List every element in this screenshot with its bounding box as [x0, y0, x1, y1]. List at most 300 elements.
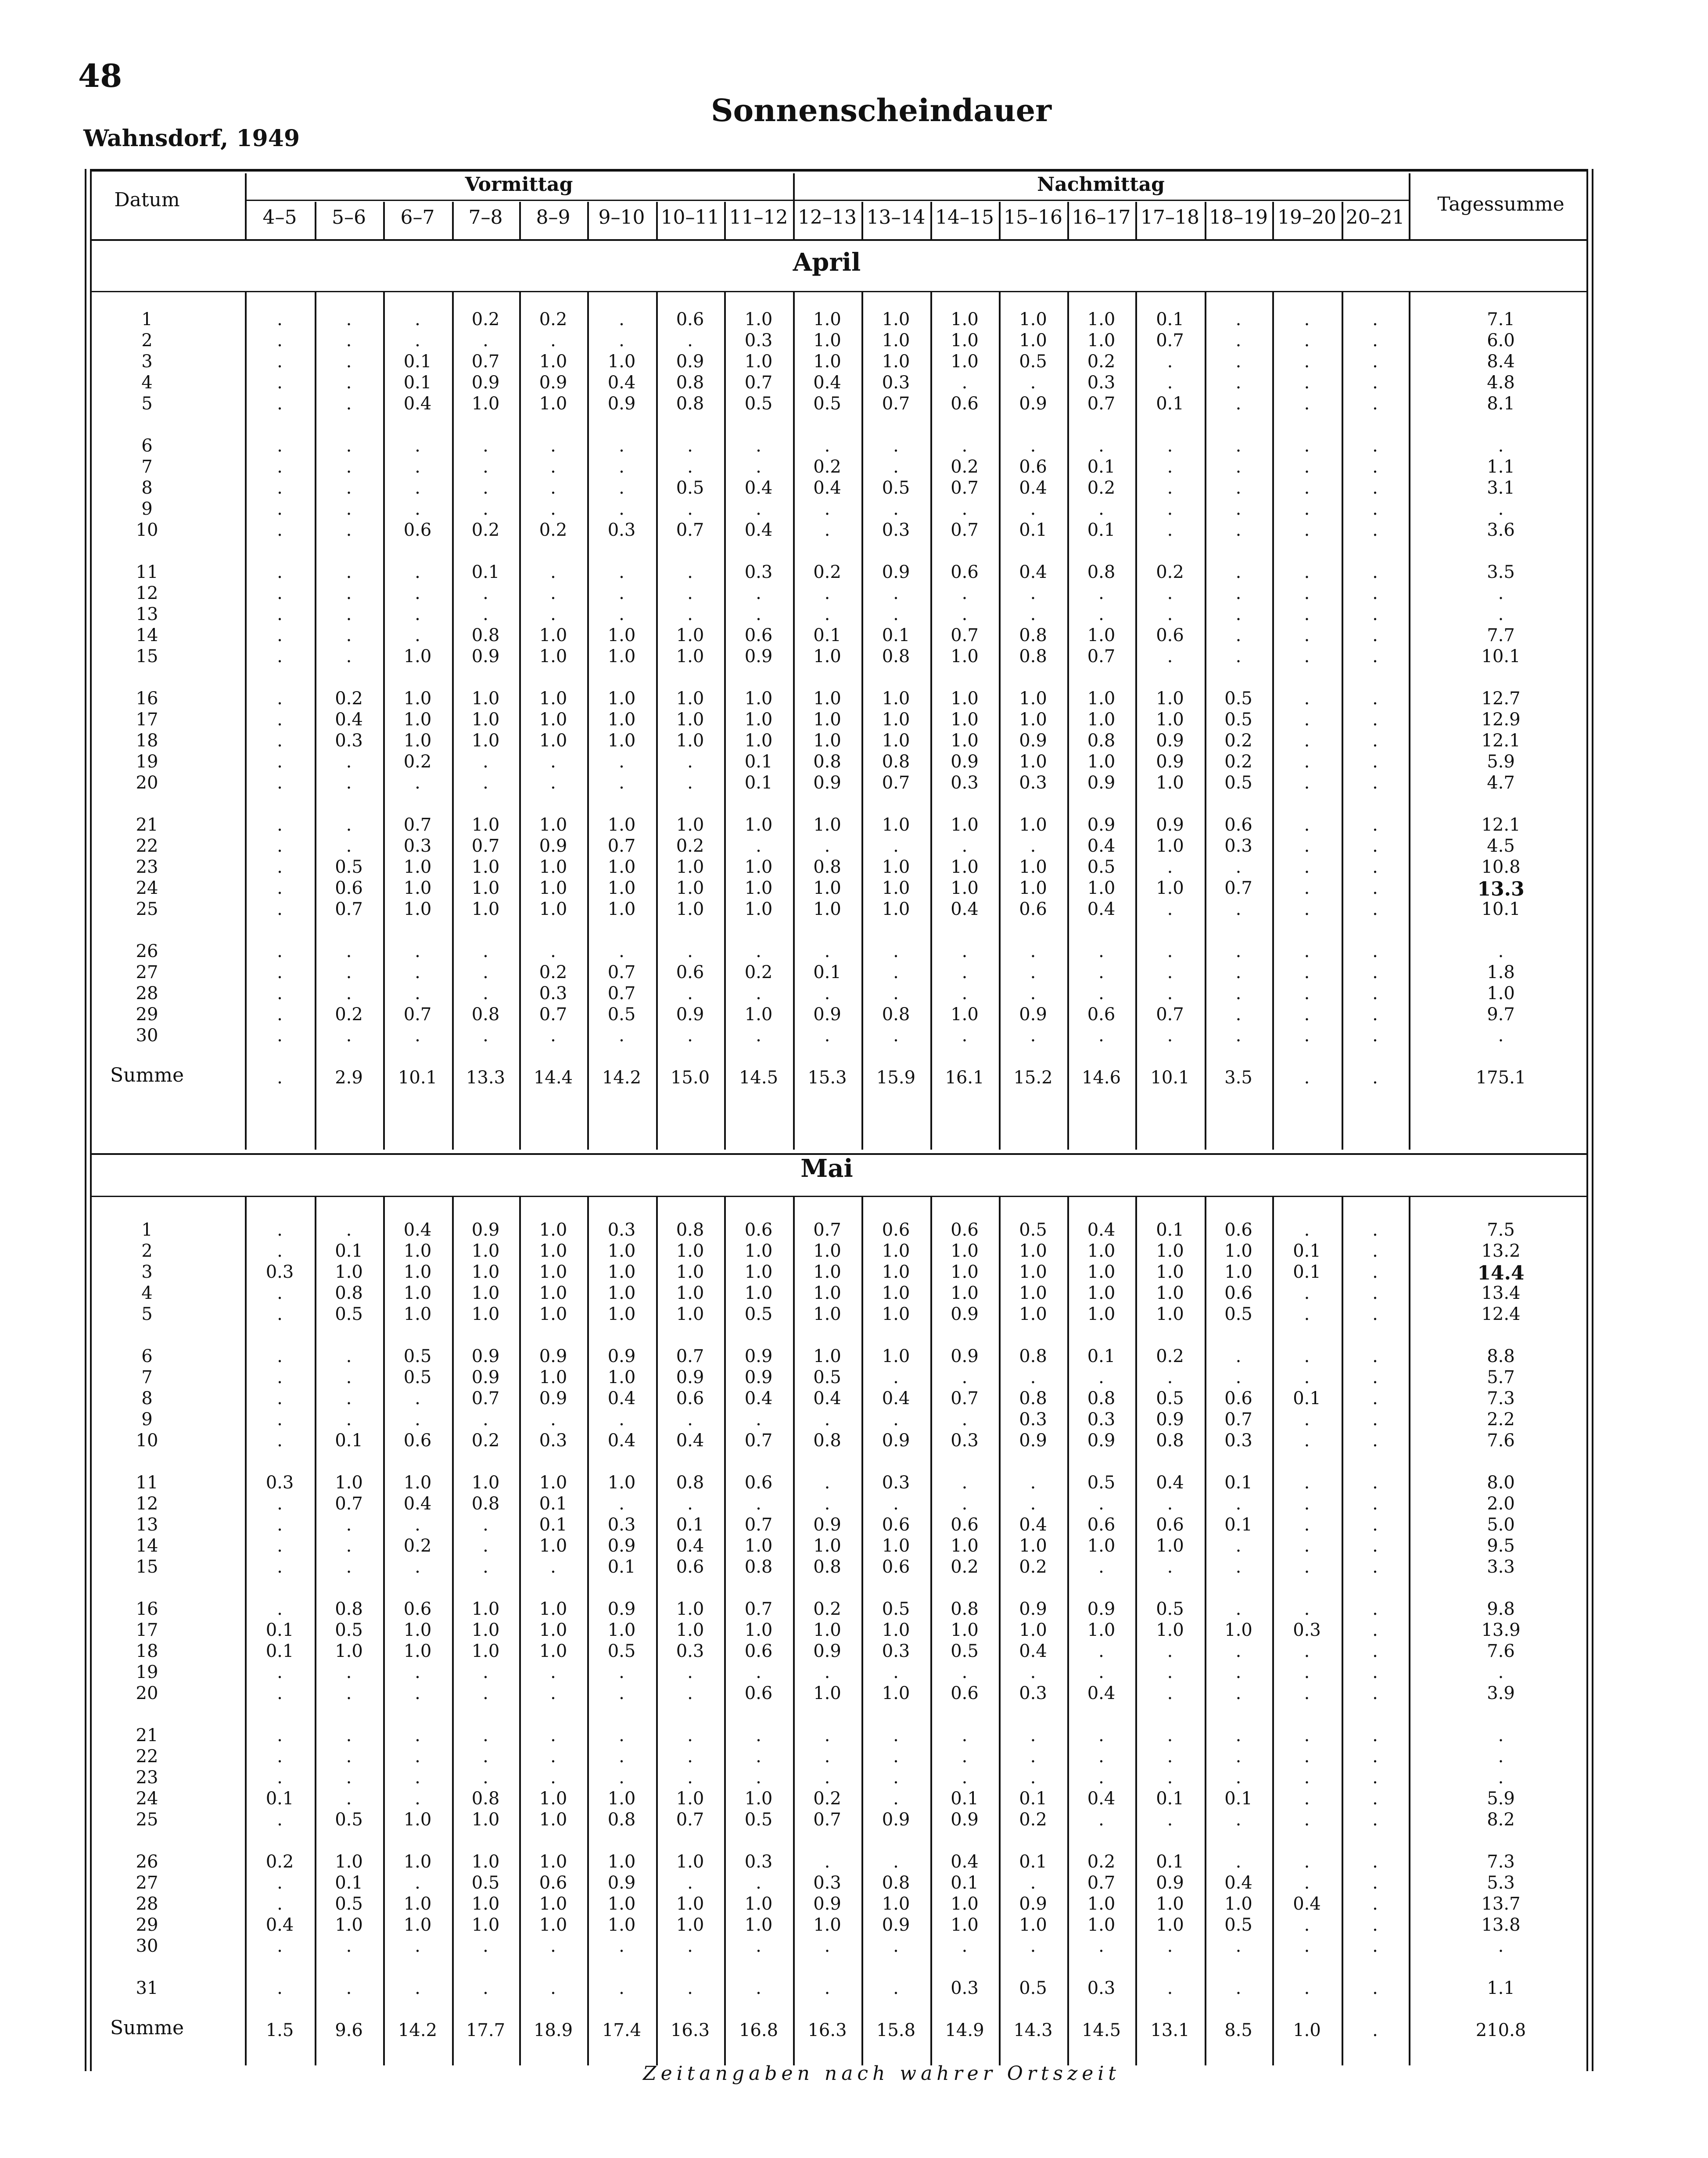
day-number: 21	[136, 815, 158, 835]
hourly-value: 0.8	[607, 1810, 636, 1830]
hourly-value: 1.0	[813, 330, 841, 351]
hourly-value: .	[1030, 436, 1036, 456]
hourly-value: 1.0	[813, 1536, 841, 1556]
hourly-value: 1.0	[813, 1262, 841, 1282]
day-number: 13	[136, 1515, 158, 1535]
hourly-value: 0.9	[1019, 1599, 1047, 1619]
hourly-value: 1.0	[607, 1283, 636, 1303]
hourly-value: 0.1	[539, 1515, 567, 1535]
hourly-value: 0.3	[403, 836, 432, 856]
hourly-value: 0.9	[607, 1873, 636, 1893]
hourly-value: 0.1	[951, 1789, 979, 1809]
hourly-value: .	[1304, 1683, 1310, 1703]
daily-total: .	[1498, 583, 1504, 603]
hourly-value: .	[1167, 457, 1173, 477]
hour-range-header: 7–8	[468, 206, 503, 229]
hourly-value: 1.0	[813, 1283, 841, 1303]
sum-value: 14.2	[602, 1068, 642, 1088]
hourly-value: 1.0	[951, 330, 979, 351]
hourly-value: .	[1167, 1367, 1173, 1387]
hourly-value: .	[483, 1557, 488, 1577]
daily-total: 4.8	[1487, 373, 1515, 393]
hourly-value: 1.0	[951, 1536, 979, 1556]
hourly-value: .	[687, 330, 693, 351]
hourly-value: .	[1098, 941, 1104, 961]
hourly-value: .	[346, 1388, 352, 1409]
hourly-value: 0.6	[403, 520, 432, 540]
hourly-value: 1.0	[471, 394, 500, 414]
day-number: 12	[136, 1494, 158, 1514]
day-number: 28	[136, 1894, 158, 1914]
hourly-value: .	[415, 1767, 420, 1788]
hourly-value: .	[962, 1367, 968, 1387]
hourly-value: .	[962, 1767, 968, 1788]
hourly-value: .	[893, 1746, 899, 1767]
hourly-value: .	[962, 1936, 968, 1956]
hour-range-header: 17–18	[1141, 206, 1199, 229]
hourly-value: 1.0	[1087, 752, 1116, 772]
hourly-value: .	[277, 1810, 283, 1830]
hourly-value: 0.1	[1019, 520, 1047, 540]
hourly-value: 1.0	[471, 1620, 500, 1640]
hourly-value: 1.0	[882, 1262, 910, 1282]
hourly-value: 1.0	[882, 731, 910, 751]
hourly-value: 1.0	[813, 351, 841, 372]
hourly-value: 1.0	[1224, 1620, 1252, 1640]
hourly-value: .	[550, 752, 556, 772]
hourly-value: 0.4	[1087, 899, 1116, 919]
hourly-value: 1.0	[403, 1852, 432, 1872]
hourly-value: .	[619, 478, 624, 498]
day-number: 9	[141, 1409, 153, 1430]
daily-total: 3.5	[1487, 562, 1515, 582]
hourly-value: .	[756, 836, 761, 856]
hourly-value: .	[346, 1409, 352, 1430]
hourly-value: .	[1372, 1004, 1378, 1025]
hourly-value: 1.0	[539, 1852, 567, 1872]
sum-value: 13.3	[466, 1068, 506, 1088]
hourly-value: 0.4	[813, 373, 841, 393]
hourly-value: 0.2	[539, 962, 567, 982]
hourly-value: 1.0	[539, 1894, 567, 1914]
hourly-value: .	[346, 330, 352, 351]
hourly-value: .	[824, 1473, 830, 1493]
hourly-value: .	[1304, 1767, 1310, 1788]
hourly-value: .	[1304, 625, 1310, 645]
hourly-value: 1.0	[882, 351, 910, 372]
hourly-value: 0.8	[1019, 1388, 1047, 1409]
hourly-value: .	[1098, 962, 1104, 982]
hourly-value: 1.0	[676, 1262, 704, 1282]
hourly-value: 1.0	[676, 646, 704, 667]
hourly-value: 0.9	[471, 646, 500, 667]
hourly-value: 1.0	[539, 351, 567, 372]
day-number: 23	[136, 1767, 158, 1788]
hourly-value: .	[1304, 1473, 1310, 1493]
hourly-value: 0.5	[1224, 1915, 1252, 1935]
day-number: 27	[136, 962, 158, 982]
hourly-value: .	[1372, 478, 1378, 498]
hourly-value: 1.0	[607, 857, 636, 877]
hour-range-header: 18–19	[1209, 206, 1268, 229]
hourly-value: 1.0	[471, 1852, 500, 1872]
hourly-value: 1.0	[744, 731, 773, 751]
sum-value: .	[1372, 1068, 1378, 1088]
hourly-value: 1.0	[882, 1283, 910, 1303]
hourly-value: 0.2	[471, 309, 500, 330]
hourly-value: 0.6	[676, 1388, 704, 1409]
hourly-value: 1.0	[539, 1473, 567, 1493]
hourly-value: .	[893, 1789, 899, 1809]
hourly-value: 0.2	[335, 1004, 363, 1025]
day-number: 10	[136, 520, 158, 540]
hourly-value: .	[1372, 1599, 1378, 1619]
sum-label: Summe	[110, 2017, 184, 2039]
hourly-value: 1.0	[882, 1536, 910, 1556]
hourly-value: .	[346, 815, 352, 835]
hourly-value: .	[1304, 1515, 1310, 1535]
hourly-value: .	[1235, 1978, 1242, 1998]
hourly-value: 1.0	[882, 878, 910, 898]
hourly-value: 1.0	[951, 710, 979, 730]
hourly-value: .	[277, 1025, 283, 1046]
hourly-value: 1.0	[744, 1283, 773, 1303]
hourly-value: 1.0	[539, 1283, 567, 1303]
hourly-value: 0.2	[813, 562, 841, 582]
hourly-value: 0.9	[471, 1346, 500, 1366]
hourly-value: 0.9	[607, 1536, 636, 1556]
hourly-value: 0.6	[882, 1220, 910, 1240]
hourly-value: 0.1	[266, 1789, 294, 1809]
day-number: 24	[136, 1789, 158, 1809]
hourly-value: 1.0	[882, 309, 910, 330]
hourly-value: .	[550, 1767, 556, 1788]
hourly-value: .	[893, 962, 899, 982]
hourly-value: .	[1304, 1810, 1310, 1830]
daily-total: .	[1498, 1767, 1504, 1788]
hourly-value: 0.4	[744, 520, 773, 540]
hourly-value: 1.0	[951, 1620, 979, 1640]
hourly-value: 1.0	[676, 1894, 704, 1914]
hourly-value: .	[1304, 857, 1310, 877]
hourly-value: 0.5	[335, 1894, 363, 1914]
hourly-value: 0.3	[744, 562, 773, 582]
day-number: 18	[136, 731, 158, 751]
hourly-value: 0.4	[1019, 1515, 1047, 1535]
hourly-value: 1.0	[335, 1473, 363, 1493]
day-number: 16	[136, 1599, 158, 1619]
hourly-value: 0.3	[951, 1430, 979, 1451]
hourly-value: .	[346, 1367, 352, 1387]
hourly-value: 1.0	[882, 1241, 910, 1261]
hourly-value: .	[1372, 1767, 1378, 1788]
hourly-value: 0.3	[335, 731, 363, 751]
hourly-value: .	[277, 1304, 283, 1324]
daily-total: 3.9	[1487, 1683, 1515, 1703]
hourly-value: .	[415, 983, 420, 1004]
hourly-value: 0.5	[1224, 773, 1252, 793]
hourly-value: .	[1098, 1810, 1104, 1830]
hourly-value: 0.6	[1156, 625, 1184, 645]
hourly-value: .	[277, 1494, 283, 1514]
hourly-value: .	[1030, 983, 1036, 1004]
hourly-value: .	[1372, 1557, 1378, 1577]
hourly-value: 1.0	[676, 1599, 704, 1619]
hourly-value: 1.0	[539, 878, 567, 898]
hourly-value: .	[550, 330, 556, 351]
hourly-value: 1.0	[403, 857, 432, 877]
hourly-value: .	[346, 562, 352, 582]
sum-value: .	[1304, 1068, 1310, 1088]
hourly-value: 0.6	[882, 1557, 910, 1577]
hourly-value: 0.3	[1224, 1430, 1252, 1451]
hourly-value: .	[1372, 1409, 1378, 1430]
hourly-value: .	[1098, 436, 1104, 456]
hourly-value: .	[1030, 836, 1036, 856]
hourly-value: .	[415, 436, 420, 456]
daily-total: 7.6	[1487, 1430, 1515, 1451]
hourly-value: 0.2	[1224, 731, 1252, 751]
hourly-value: 0.8	[1087, 731, 1116, 751]
day-number: 5	[141, 394, 153, 414]
daily-total: .	[1498, 1025, 1504, 1046]
hourly-value: .	[1098, 499, 1104, 519]
hourly-value: .	[1372, 1746, 1378, 1767]
hourly-value: .	[962, 604, 968, 624]
hourly-value: 0.7	[744, 1430, 773, 1451]
hourly-value: 0.7	[607, 836, 636, 856]
hourly-value: .	[483, 941, 488, 961]
sum-total: 175.1	[1475, 1068, 1526, 1088]
hourly-value: 0.4	[676, 1430, 704, 1451]
hourly-value: 0.7	[1224, 1409, 1252, 1430]
hourly-value: 0.4	[403, 394, 432, 414]
hourly-value: .	[1372, 1304, 1378, 1324]
hourly-value: .	[483, 436, 488, 456]
hourly-value: 0.6	[744, 1641, 773, 1661]
hourly-value: 0.7	[951, 1388, 979, 1409]
hourly-value: .	[415, 1388, 420, 1409]
hourly-value: .	[277, 1599, 283, 1619]
hourly-value: .	[277, 1388, 283, 1409]
hourly-value: .	[1304, 1367, 1310, 1387]
footer-note: Zeitangaben nach wahrer Ortszeit	[643, 2062, 1121, 2085]
hourly-value: .	[277, 520, 283, 540]
hourly-value: .	[1167, 373, 1173, 393]
sum-value: 14.5	[1081, 2020, 1121, 2040]
hour-range-header: 20–21	[1346, 206, 1405, 229]
hourly-value: 1.0	[539, 1789, 567, 1809]
hourly-value: .	[415, 1515, 420, 1535]
hourly-value: 1.0	[1156, 773, 1184, 793]
hourly-value: .	[687, 604, 693, 624]
hourly-value: .	[1098, 1662, 1104, 1682]
hourly-value: .	[1030, 604, 1036, 624]
hourly-value: .	[415, 1557, 420, 1577]
sum-value: 15.8	[876, 2020, 916, 2040]
hourly-value: 0.9	[813, 1894, 841, 1914]
hourly-value: 0.8	[676, 1473, 704, 1493]
hourly-value: 0.9	[1087, 773, 1116, 793]
hourly-value: 1.0	[951, 646, 979, 667]
hourly-value: .	[1098, 1767, 1104, 1788]
hourly-value: .	[893, 1852, 899, 1872]
hourly-value: 1.0	[882, 710, 910, 730]
page-number: 48	[78, 57, 122, 94]
hourly-value: 0.9	[1019, 394, 1047, 414]
daily-total: 5.9	[1487, 1789, 1515, 1809]
hourly-value: .	[962, 962, 968, 982]
hourly-value: .	[687, 436, 693, 456]
hourly-value: 1.0	[1156, 1894, 1184, 1914]
daily-total: 1.1	[1487, 1978, 1515, 1998]
hourly-value: 0.6	[1224, 1220, 1252, 1240]
day-number: 1	[141, 309, 153, 330]
day-number: 4	[141, 1283, 153, 1303]
hourly-value: .	[1235, 394, 1242, 414]
hourly-value: 0.7	[1087, 646, 1116, 667]
day-number: 3	[141, 1262, 153, 1282]
hourly-value: .	[346, 520, 352, 540]
hourly-value: 1.0	[744, 309, 773, 330]
hourly-value: .	[962, 1025, 968, 1046]
day-number: 29	[136, 1004, 158, 1025]
hourly-value: 1.0	[813, 731, 841, 751]
hourly-value: .	[824, 520, 830, 540]
hourly-value: 1.0	[607, 1789, 636, 1809]
hourly-value: .	[1235, 983, 1242, 1004]
hourly-value: 0.8	[951, 1599, 979, 1619]
hourly-value: 0.9	[1087, 1599, 1116, 1619]
hourly-value: 1.0	[471, 688, 500, 709]
hourly-value: .	[1372, 1662, 1378, 1682]
hourly-value: .	[962, 1662, 968, 1682]
hourly-value: .	[483, 983, 488, 1004]
hourly-value: .	[277, 478, 283, 498]
hourly-value: 1.0	[744, 1004, 773, 1025]
hourly-value: 0.9	[1156, 1873, 1184, 1893]
hourly-value: .	[619, 1978, 624, 1998]
hourly-value: 0.9	[1156, 752, 1184, 772]
hourly-value: .	[619, 1683, 624, 1703]
hourly-value: 1.0	[676, 878, 704, 898]
hourly-value: .	[619, 773, 624, 793]
hourly-value: .	[687, 499, 693, 519]
hourly-value: .	[1304, 1852, 1310, 1872]
hourly-value: 1.0	[607, 688, 636, 709]
hourly-value: .	[687, 1025, 693, 1046]
hourly-value: 0.7	[1156, 330, 1184, 351]
day-number: 5	[141, 1304, 153, 1324]
hourly-value: .	[550, 1557, 556, 1577]
hourly-value: .	[550, 1409, 556, 1430]
hourly-value: .	[619, 457, 624, 477]
day-number: 3	[141, 351, 153, 372]
hourly-value: .	[1304, 710, 1310, 730]
hourly-value: .	[1030, 962, 1036, 982]
hourly-value: 0.5	[951, 1641, 979, 1661]
hourly-value: 0.5	[335, 857, 363, 877]
hourly-value: 0.2	[813, 1789, 841, 1809]
hourly-value: .	[1098, 983, 1104, 1004]
day-number: 21	[136, 1725, 158, 1746]
hourly-value: .	[824, 1662, 830, 1682]
hourly-value: .	[277, 710, 283, 730]
hourly-value: 1.0	[744, 688, 773, 709]
hourly-value: .	[962, 836, 968, 856]
hourly-value: 1.0	[607, 878, 636, 898]
hourly-value: 0.7	[607, 962, 636, 982]
hourly-value: .	[893, 1494, 899, 1514]
hourly-value: .	[277, 583, 283, 603]
hourly-value: .	[277, 1894, 283, 1914]
hourly-value: 1.0	[813, 1683, 841, 1703]
hourly-value: .	[277, 1978, 283, 1998]
hourly-value: 0.1	[744, 773, 773, 793]
hourly-value: .	[346, 1936, 352, 1956]
hourly-value: 0.4	[1087, 1683, 1116, 1703]
hourly-value: .	[1235, 1767, 1242, 1788]
hourly-value: 0.2	[951, 457, 979, 477]
hourly-value: 0.5	[744, 1810, 773, 1830]
hourly-value: .	[550, 457, 556, 477]
day-number: 6	[141, 1346, 153, 1366]
daily-total: 13.7	[1481, 1894, 1521, 1914]
hour-range-header: 16–17	[1072, 206, 1131, 229]
daily-total: 9.7	[1487, 1004, 1515, 1025]
hourly-value: .	[619, 1494, 624, 1514]
hourly-value: 1.0	[403, 710, 432, 730]
hourly-value: .	[962, 1725, 968, 1746]
hourly-value: .	[346, 478, 352, 498]
hourly-value: 0.9	[607, 1599, 636, 1619]
hourly-value: .	[619, 1767, 624, 1788]
hourly-value: 0.6	[1156, 1515, 1184, 1535]
hourly-value: 0.3	[951, 773, 979, 793]
hourly-value: 1.0	[1087, 625, 1116, 645]
hourly-value: 0.7	[1224, 878, 1252, 898]
hourly-value: .	[1372, 457, 1378, 477]
hourly-value: 1.0	[951, 1283, 979, 1303]
hourly-value: 0.7	[676, 1346, 704, 1366]
hourly-value: 0.8	[882, 1873, 910, 1893]
hourly-value: 0.7	[882, 773, 910, 793]
hourly-value: 0.8	[744, 1557, 773, 1577]
hourly-value: .	[824, 1494, 830, 1514]
hourly-value: .	[1235, 1936, 1242, 1956]
hourly-value: 1.0	[335, 1262, 363, 1282]
hourly-value: .	[1030, 1473, 1036, 1493]
sum-value: 15.3	[807, 1068, 847, 1088]
hourly-value: .	[962, 1473, 968, 1493]
hourly-value: .	[277, 1683, 283, 1703]
hourly-value: .	[483, 1936, 488, 1956]
hourly-value: .	[824, 1978, 830, 1998]
hourly-value: .	[1304, 1978, 1310, 1998]
hourly-value: 0.2	[676, 836, 704, 856]
hourly-value: .	[346, 1725, 352, 1746]
hourly-value: .	[415, 309, 420, 330]
hourly-value: .	[1167, 1641, 1173, 1661]
hourly-value: 0.3	[1293, 1620, 1321, 1640]
hourly-value: .	[1098, 1557, 1104, 1577]
day-number: 8	[141, 1388, 153, 1409]
day-number: 22	[136, 836, 158, 856]
sum-value: 14.5	[739, 1068, 779, 1088]
hourly-value: 0.6	[676, 309, 704, 330]
hourly-value: .	[1372, 815, 1378, 835]
daily-total: 2.0	[1487, 1494, 1515, 1514]
